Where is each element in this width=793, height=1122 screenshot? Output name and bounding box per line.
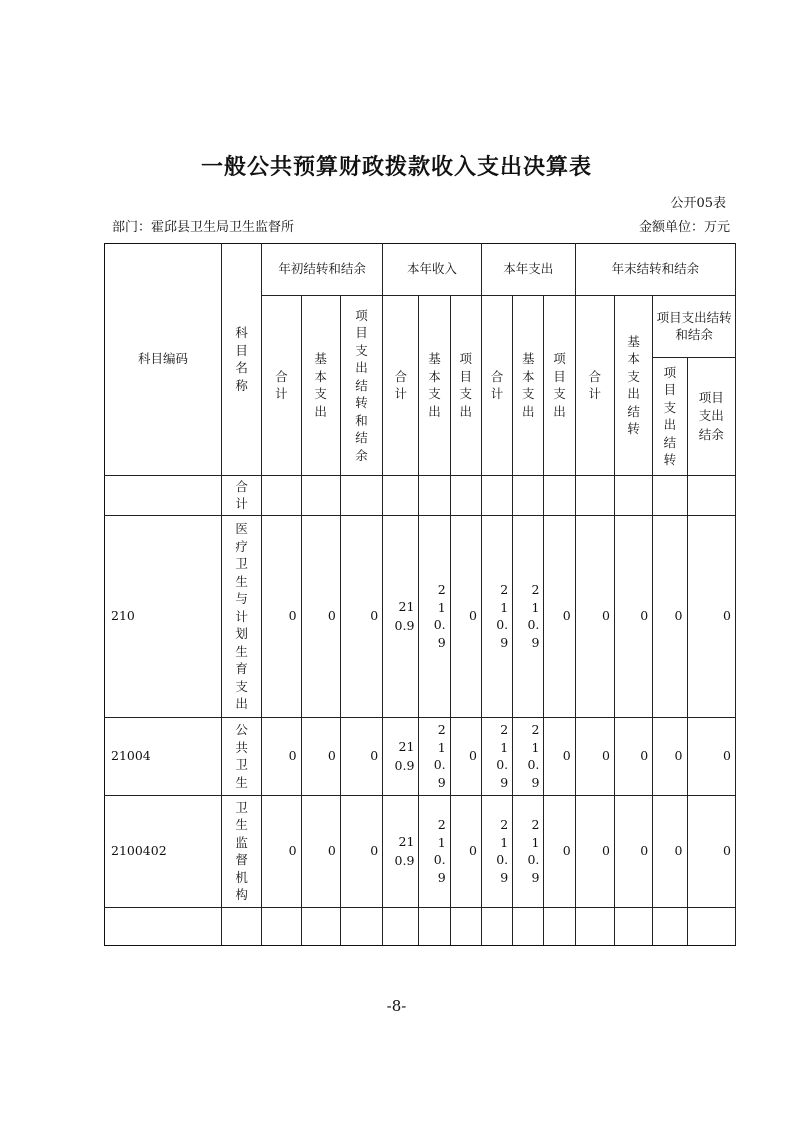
cell-value: 0 bbox=[450, 718, 481, 796]
header-income-project: 项目支出 bbox=[450, 296, 481, 476]
empty-cell bbox=[105, 908, 222, 946]
cell-value: 0 bbox=[575, 718, 614, 796]
cell-value: 0 bbox=[301, 718, 340, 796]
cell-value: 0 bbox=[544, 516, 575, 718]
header-expense-basic: 基本支出 bbox=[513, 296, 544, 476]
cell-value: 0 bbox=[653, 796, 687, 908]
header-closing-project-carry: 项目支出结转 bbox=[653, 358, 687, 476]
header-expense-group: 本年支出 bbox=[481, 244, 575, 296]
header-subject-name: 科目名称 bbox=[221, 244, 261, 476]
page-number: -8- bbox=[386, 997, 407, 1015]
table-row bbox=[105, 516, 736, 718]
cell-value: 210.9 bbox=[481, 516, 512, 718]
total-label: 合计 bbox=[221, 476, 261, 516]
cell-value: 0 bbox=[614, 516, 652, 718]
header-subject-code: 科目编码 bbox=[105, 244, 222, 476]
header-opening-group: 年初结转和结余 bbox=[262, 244, 383, 296]
table-row-total bbox=[105, 476, 736, 516]
cell-value: 0 bbox=[301, 516, 340, 718]
cell-value: 0 bbox=[614, 718, 652, 796]
cell-value: 0 bbox=[575, 796, 614, 908]
row-name: 医疗卫生与计划生育支出 bbox=[221, 516, 261, 718]
header-closing-total: 合计 bbox=[575, 296, 614, 476]
department-label: 部门：霍邱县卫生局卫生监督所 bbox=[112, 220, 295, 235]
cell-value: 0 bbox=[653, 718, 687, 796]
row-name: 卫生监督机构 bbox=[221, 796, 261, 908]
cell-value: 0 bbox=[262, 516, 301, 718]
unit-label: 金额单位：万元 bbox=[638, 220, 730, 235]
header-opening-project: 项目支出结转和结余 bbox=[340, 296, 382, 476]
cell-value: 0 bbox=[687, 796, 736, 908]
header-closing-group: 年末结转和结余 bbox=[575, 244, 735, 296]
cell-value: 210.9 bbox=[419, 718, 450, 796]
header-closing-project-group: 项目支出结转和结余 bbox=[653, 296, 736, 358]
cell-value: 0 bbox=[450, 796, 481, 908]
table-row bbox=[105, 796, 736, 908]
form-number: 公开05表 bbox=[670, 196, 726, 211]
cell-value: 0 bbox=[544, 796, 575, 908]
cell-value: 0 bbox=[575, 516, 614, 718]
cell-value: 0 bbox=[340, 796, 382, 908]
total-code bbox=[105, 476, 222, 516]
empty-cell bbox=[221, 908, 261, 946]
cell-value: 0 bbox=[614, 796, 652, 908]
page-title: 一般公共预算财政拨款收入支出决算表 bbox=[200, 154, 592, 180]
header-expense-project: 项目支出 bbox=[544, 296, 575, 476]
header-income-total: 合计 bbox=[383, 296, 419, 476]
header-opening-total: 合计 bbox=[262, 296, 301, 476]
cell-value: 210.9 bbox=[383, 516, 419, 718]
cell-value: 210.9 bbox=[383, 718, 419, 796]
header-income-group: 本年收入 bbox=[383, 244, 482, 296]
cell-value: 0 bbox=[262, 718, 301, 796]
cell-value: 0 bbox=[340, 516, 382, 718]
table-row-empty bbox=[105, 908, 736, 946]
row-code: 210 bbox=[105, 516, 222, 718]
budget-table bbox=[104, 243, 736, 946]
cell-value: 210.9 bbox=[513, 718, 544, 796]
cell-value: 210.9 bbox=[383, 796, 419, 908]
header-closing-basic: 基本支出结转 bbox=[614, 296, 652, 476]
cell-value: 0 bbox=[340, 718, 382, 796]
cell-value: 0 bbox=[450, 516, 481, 718]
row-code: 2100402 bbox=[105, 796, 222, 908]
cell-value: 210.9 bbox=[419, 796, 450, 908]
cell-value: 0 bbox=[544, 718, 575, 796]
row-code: 21004 bbox=[105, 718, 222, 796]
cell-value: 210.9 bbox=[513, 796, 544, 908]
cell-value: 0 bbox=[687, 718, 736, 796]
cell-value: 0 bbox=[262, 796, 301, 908]
header-expense-total: 合计 bbox=[481, 296, 512, 476]
cell-value: 210.9 bbox=[481, 796, 512, 908]
cell-value: 210.9 bbox=[481, 718, 512, 796]
header-closing-project-balance: 项目支出结余 bbox=[687, 358, 736, 476]
cell-value: 0 bbox=[653, 516, 687, 718]
header-income-basic: 基本支出 bbox=[419, 296, 450, 476]
cell-value: 0 bbox=[687, 516, 736, 718]
cell-value: 0 bbox=[301, 796, 340, 908]
cell-value: 210.9 bbox=[513, 516, 544, 718]
row-name: 公共卫生 bbox=[221, 718, 261, 796]
table-row bbox=[105, 718, 736, 796]
cell-value: 210.9 bbox=[419, 516, 450, 718]
header-opening-basic: 基本支出 bbox=[301, 296, 340, 476]
